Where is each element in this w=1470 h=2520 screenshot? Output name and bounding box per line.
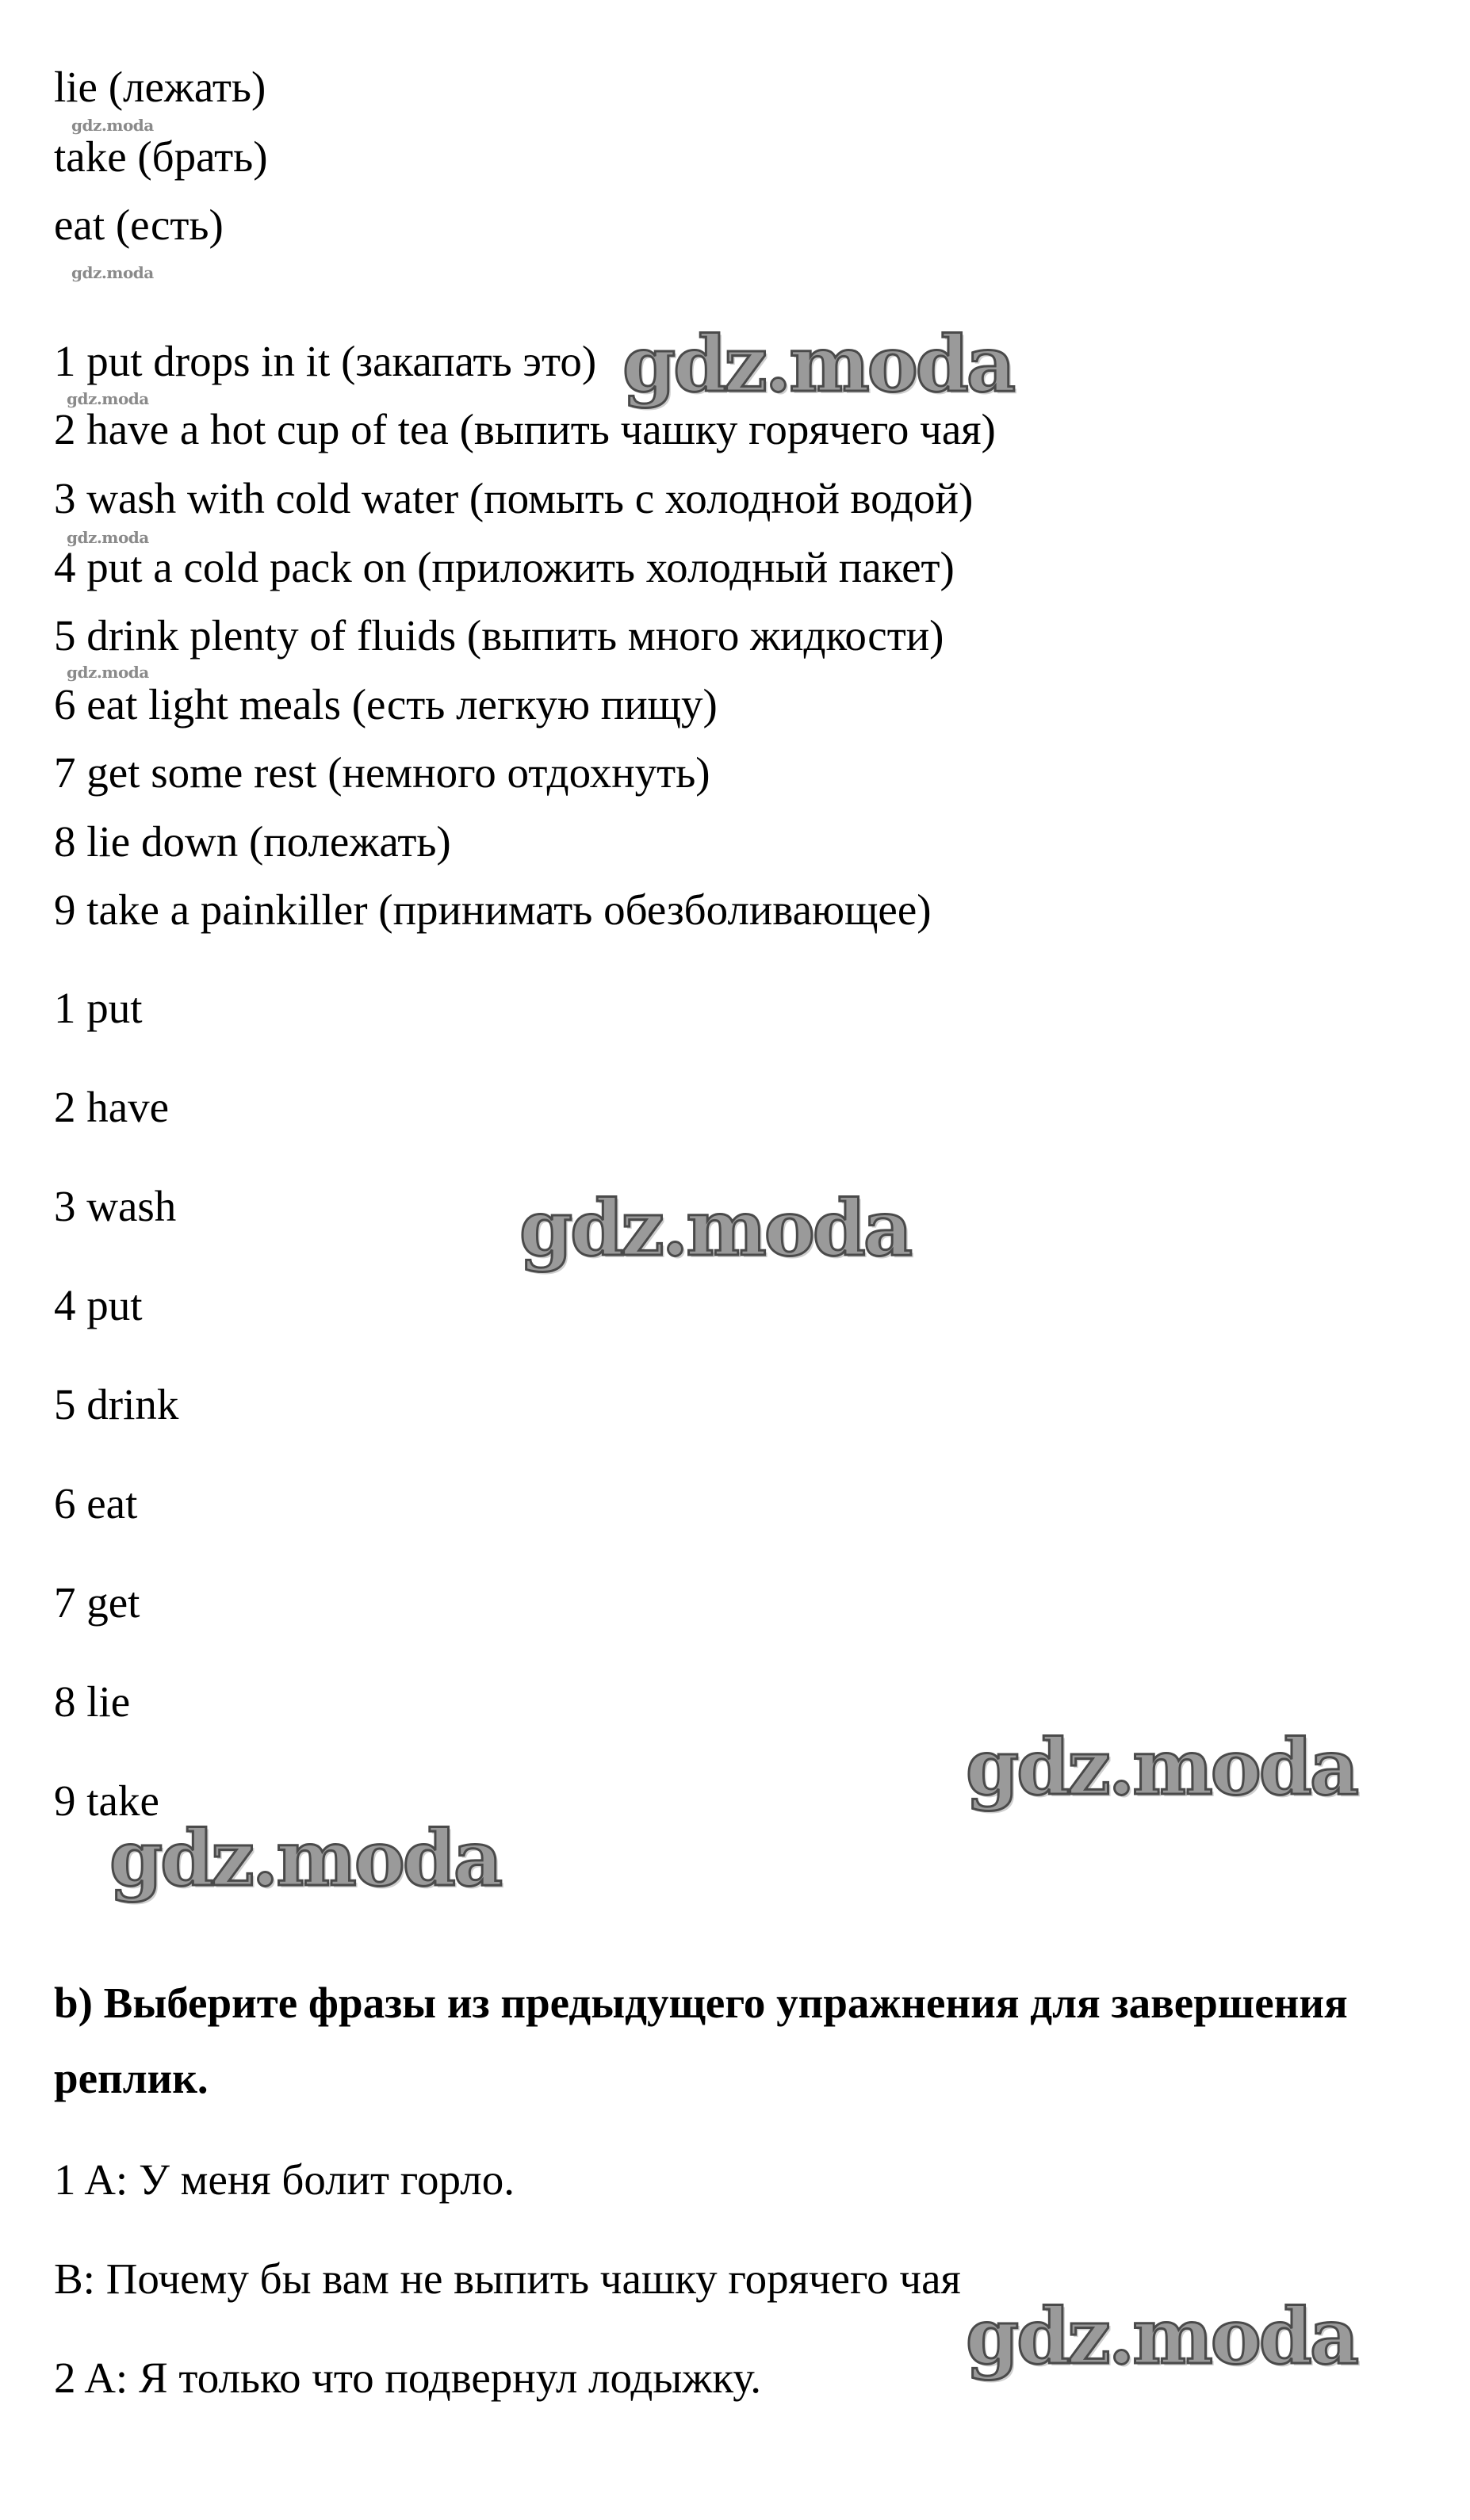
phrase-line: 2 have a hot cup of tea (выпить чашку горячего чая) [54, 405, 996, 453]
phrase-line: 6 eat light meals (есть легкую пищу) [54, 680, 718, 728]
answer-line: 2 have [54, 1083, 170, 1131]
task-b-heading: b) Выберите фразы из предыдущего упражнения для завершения [54, 1979, 1348, 2027]
phrase-line: 8 lie down (полежать) [54, 817, 451, 866]
watermark-small: gdz.moda [67, 663, 149, 682]
dialogue-line: 2 A: Я только что подвернул лодыжку. [54, 2354, 762, 2402]
answer-line: 6 eat [54, 1479, 138, 1528]
phrase-line: 5 drink plenty of fluids (выпить много жидкости) [54, 611, 944, 660]
answer-line: 8 lie [54, 1677, 131, 1726]
answer-line: 9 take [54, 1776, 159, 1825]
phrase-line: 4 put a cold pack on (приложить холодный пакет) [54, 543, 955, 591]
watermark-small: gdz.moda [71, 263, 154, 282]
watermark-small: gdz.moda [67, 389, 149, 408]
dialogue-line: B: Почему бы вам не выпить чашку горячего чая [54, 2254, 961, 2303]
watermark-large: gdz.moda [966, 2292, 1357, 2381]
answer-line: 3 wash [54, 1182, 177, 1230]
phrase-line: 3 wash with cold water (помыть с холодной водой) [54, 474, 974, 522]
watermark-large: gdz.moda [622, 319, 1014, 409]
answer-line: 4 put [54, 1281, 143, 1329]
answer-line: 5 drink [54, 1380, 179, 1428]
watermark-large: gdz.moda [519, 1184, 911, 1273]
dialogue-line: 1 A: У меня болит горло. [54, 2155, 515, 2204]
watermark-small: gdz.moda [67, 528, 149, 547]
answer-line: 1 put [54, 984, 143, 1032]
watermark-small: gdz.moda [71, 116, 154, 135]
verb-line: eat (есть) [54, 201, 224, 249]
verb-line: take (брать) [54, 132, 268, 181]
watermark-large: gdz.moda [109, 1814, 501, 1903]
phrase-line: 1 put drops in it (закапать это) [54, 337, 597, 385]
verb-line: lie (лежать) [54, 63, 266, 111]
phrase-line: 7 get some rest (немного отдохнуть) [54, 748, 710, 797]
task-b-heading-continued: реплик. [54, 2054, 209, 2102]
answer-line: 7 get [54, 1578, 140, 1627]
watermark-large: gdz.moda [966, 1723, 1357, 1812]
phrase-line: 9 take a painkiller (принимать обезболивающее) [54, 885, 932, 934]
